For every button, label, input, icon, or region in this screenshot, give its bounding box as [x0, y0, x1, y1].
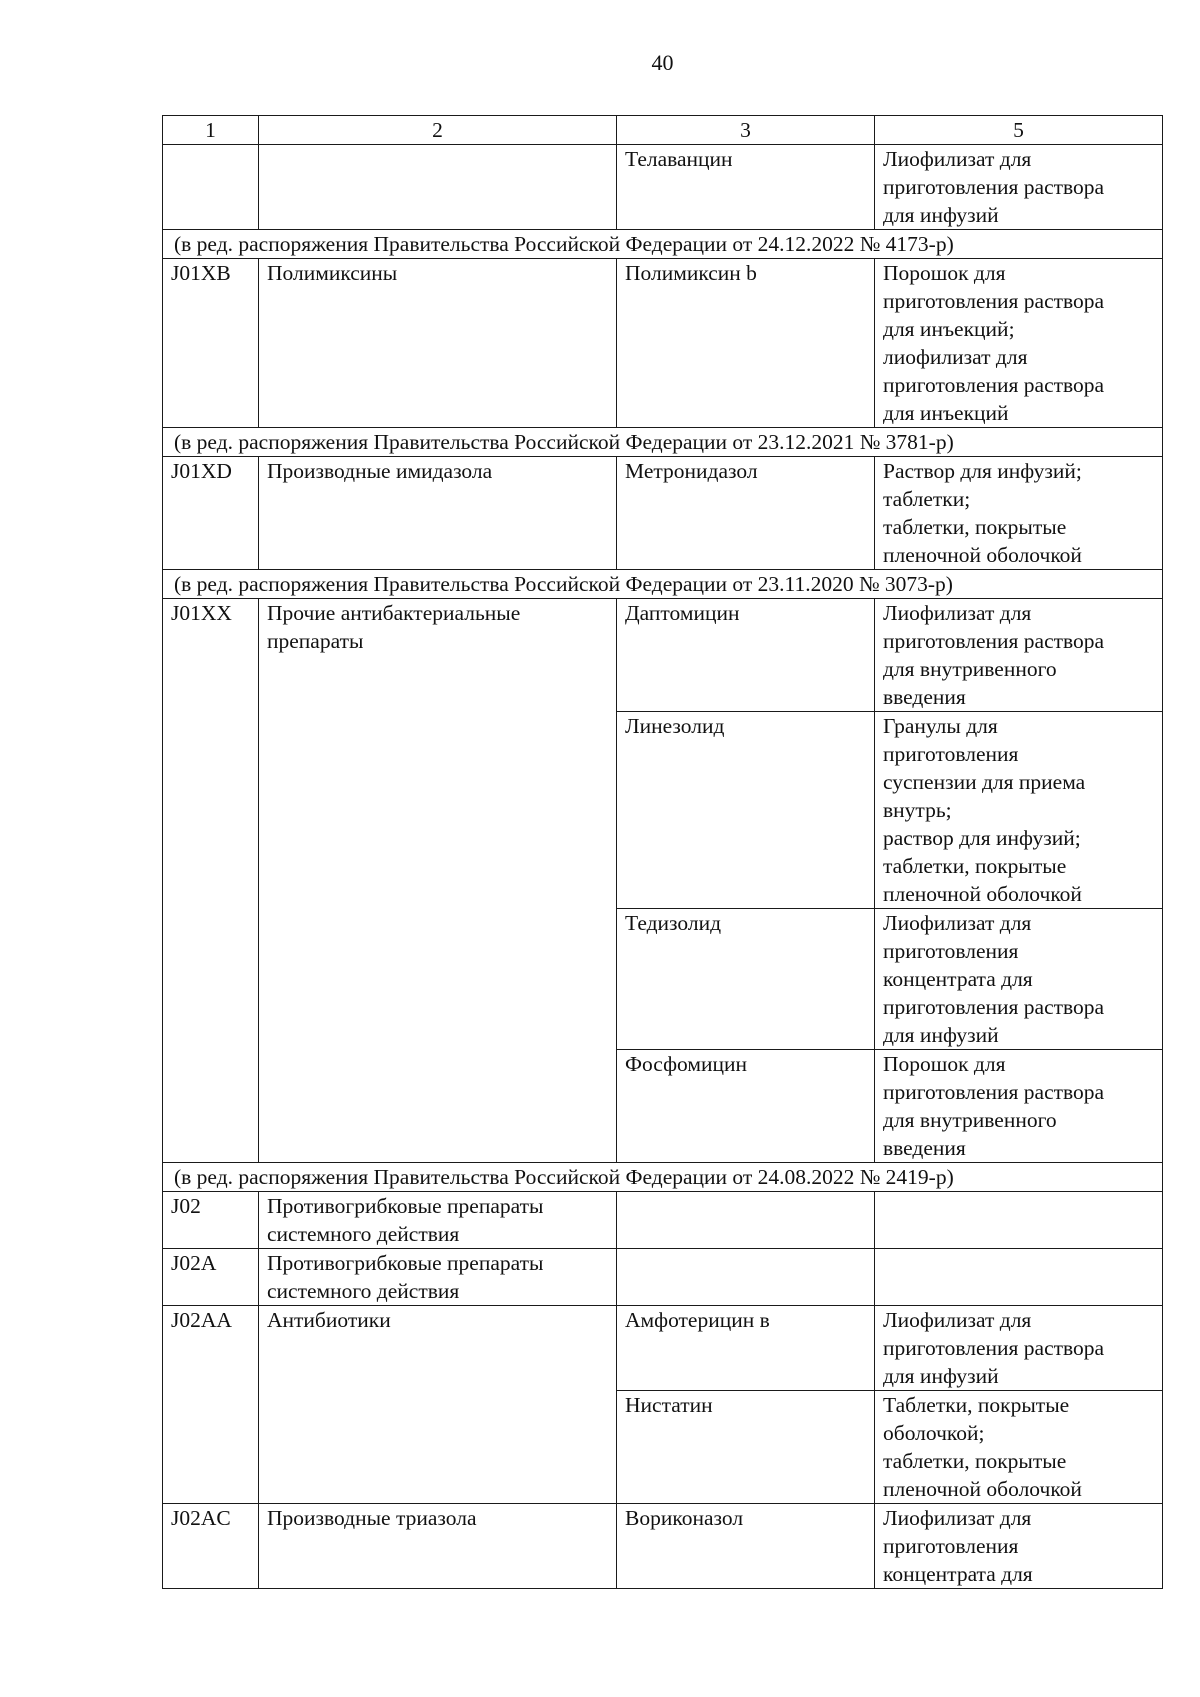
group-name-cell — [259, 259, 617, 428]
header-cell-form: 5 — [875, 116, 1163, 145]
drug-name-cell — [617, 145, 875, 230]
header-cell-drug: 3 — [617, 116, 875, 145]
dosage-form-cell-line: Порошок для — [883, 1052, 1006, 1076]
page-number: 40 — [651, 50, 674, 75]
drug-name-cell-line: Телаванцин — [625, 147, 733, 171]
amendment-note: (в ред. распоряжения Правительства Российской Федерации от 24.08.2022 № 2419-р) — [163, 1163, 1163, 1192]
drug-name-cell — [617, 1391, 875, 1504]
dosage-form-cell-line: концентрата для — [883, 1562, 1033, 1586]
drug-name-cell-line: Нистатин — [625, 1393, 713, 1417]
drug-name-cell-line: Метронидазол — [625, 459, 758, 483]
amendment-note-row — [163, 570, 1163, 599]
group-name-cell-line: Противогрибковые препараты — [267, 1194, 544, 1218]
drug-name-cell — [617, 599, 875, 712]
group-name-cell-line: Производные триазола — [267, 1506, 477, 1530]
amendment-note: (в ред. распоряжения Правительства Российской Федерации от 23.11.2020 № 3073-р) — [163, 570, 1163, 599]
dosage-form-cell-line: Лиофилизат для — [883, 1506, 1032, 1530]
atc-code-cell: J01XD — [163, 457, 259, 570]
dosage-form-cell — [875, 457, 1163, 570]
dosage-form-cell-line: внутрь; — [883, 798, 952, 822]
dosage-form-cell — [875, 1504, 1163, 1589]
dosage-form-cell-line: для инъекций — [883, 401, 1009, 425]
dosage-form-cell-line: пленочной оболочкой — [883, 543, 1082, 567]
group-name-cell — [259, 1249, 617, 1306]
dosage-form-cell-line: приготовления — [883, 1534, 1019, 1558]
table-row — [163, 1306, 1163, 1391]
dosage-form-cell-line: лиофилизат для — [883, 345, 1028, 369]
table-row — [163, 457, 1163, 570]
drug-name-cell — [617, 1504, 875, 1589]
drug-name-cell-line: Полимиксин b — [625, 261, 757, 285]
table-row — [163, 1504, 1163, 1589]
group-name-cell-line: Производные имидазола — [267, 459, 493, 483]
table-row — [163, 1192, 1163, 1249]
atc-code-cell: J01XB — [163, 259, 259, 428]
drug-name-cell — [617, 909, 875, 1050]
dosage-form-cell-line: приготовления раствора — [883, 629, 1105, 653]
dosage-form-cell-line: Лиофилизат для — [883, 1308, 1032, 1332]
group-name-cell-line: Полимиксины — [267, 261, 398, 285]
dosage-form-cell-line: пленочной оболочкой — [883, 882, 1082, 906]
atc-code-cell: J02AC — [163, 1504, 259, 1589]
dosage-form-cell-line: для инфузий — [883, 203, 999, 227]
amendment-note-row — [163, 428, 1163, 457]
table-body — [163, 116, 1163, 1589]
group-name-cell-line: Противогрибковые препараты — [267, 1251, 544, 1275]
dosage-form-cell-line: Раствор для инфузий; — [883, 459, 1082, 483]
table-row — [163, 259, 1163, 428]
dosage-form-cell-line: приготовления — [883, 939, 1019, 963]
dosage-form-cell-line: для внутривенного — [883, 657, 1057, 681]
dosage-form-cell-line: введения — [883, 685, 966, 709]
group-name-cell — [259, 1192, 617, 1249]
dosage-form-cell — [875, 145, 1163, 230]
dosage-form-cell-line: приготовления раствора — [883, 1336, 1105, 1360]
dosage-form-cell-line: таблетки; — [883, 487, 971, 511]
group-name-cell — [259, 1306, 617, 1504]
group-name-cell — [259, 145, 617, 230]
dosage-form-cell-line: таблетки, покрытые — [883, 1449, 1067, 1473]
dosage-form-cell-line: Таблетки, покрытые — [883, 1393, 1070, 1417]
drug-table — [162, 115, 1163, 1589]
dosage-form-cell-line: приготовления раствора — [883, 1080, 1105, 1104]
dosage-form-cell — [875, 1050, 1163, 1163]
dosage-form-cell-line: приготовления раствора — [883, 373, 1105, 397]
dosage-form-cell-line: таблетки, покрытые — [883, 854, 1067, 878]
group-name-cell — [259, 599, 617, 1163]
drug-name-cell-line: Фосфомицин — [625, 1052, 747, 1076]
group-name-cell-line: системного действия — [267, 1279, 460, 1303]
group-name-cell — [259, 457, 617, 570]
drug-name-cell-line: Тедизолид — [625, 911, 722, 935]
dosage-form-cell-line: для внутривенного — [883, 1108, 1057, 1132]
dosage-form-cell — [875, 599, 1163, 712]
dosage-form-cell-line: приготовления — [883, 742, 1019, 766]
dosage-form-cell-line: Лиофилизат для — [883, 601, 1032, 625]
dosage-form-cell — [875, 1192, 1163, 1249]
dosage-form-cell-line: пленочной оболочкой — [883, 1477, 1082, 1501]
amendment-note-row — [163, 1163, 1163, 1192]
table-row — [163, 145, 1163, 230]
dosage-form-cell-line: приготовления раствора — [883, 175, 1105, 199]
dosage-form-cell-line: введения — [883, 1136, 966, 1160]
group-name-cell-line: системного действия — [267, 1222, 460, 1246]
table-row — [163, 599, 1163, 712]
drug-name-cell — [617, 1249, 875, 1306]
header-row — [163, 116, 1163, 145]
dosage-form-cell-line: таблетки, покрытые — [883, 515, 1067, 539]
dosage-form-cell-line: Гранулы для — [883, 714, 998, 738]
amendment-note: (в ред. распоряжения Правительства Российской Федерации от 24.12.2022 № 4173-р) — [163, 230, 1163, 259]
atc-code-cell: J02 — [163, 1192, 259, 1249]
dosage-form-cell — [875, 712, 1163, 909]
drug-name-cell — [617, 1306, 875, 1391]
drug-name-cell — [617, 1050, 875, 1163]
dosage-form-cell-line: для инфузий — [883, 1023, 999, 1047]
dosage-form-cell-line: суспензии для приема — [883, 770, 1086, 794]
dosage-form-cell-line: Лиофилизат для — [883, 147, 1032, 171]
atc-code-cell — [163, 145, 259, 230]
dosage-form-cell-line: концентрата для — [883, 967, 1033, 991]
dosage-form-cell-line: приготовления раствора — [883, 995, 1105, 1019]
group-name-cell-line: Антибиотики — [267, 1308, 391, 1332]
dosage-form-cell — [875, 1306, 1163, 1391]
drug-name-cell — [617, 1192, 875, 1249]
group-name-cell-line: Прочие антибактериальные — [267, 601, 521, 625]
atc-code-cell: J02A — [163, 1249, 259, 1306]
drug-name-cell — [617, 259, 875, 428]
drug-name-cell-line: Вориконазол — [625, 1506, 744, 1530]
dosage-form-cell-line: оболочкой; — [883, 1421, 985, 1445]
amendment-note-row — [163, 230, 1163, 259]
drug-name-cell — [617, 457, 875, 570]
table-row — [163, 1249, 1163, 1306]
amendment-note: (в ред. распоряжения Правительства Российской Федерации от 23.12.2021 № 3781-р) — [163, 428, 1163, 457]
atc-code-cell: J01XX — [163, 599, 259, 1163]
dosage-form-cell-line: для инфузий — [883, 1364, 999, 1388]
dosage-form-cell — [875, 909, 1163, 1050]
drug-name-cell-line: Даптомицин — [625, 601, 740, 625]
dosage-form-cell — [875, 1391, 1163, 1504]
header-cell-code: 1 — [163, 116, 259, 145]
dosage-form-cell-line: раствор для инфузий; — [883, 826, 1081, 850]
dosage-form-cell-line: Порошок для — [883, 261, 1006, 285]
drug-name-cell-line: Амфотерицин в — [625, 1308, 770, 1332]
dosage-form-cell-line: Лиофилизат для — [883, 911, 1032, 935]
dosage-form-cell — [875, 1249, 1163, 1306]
group-name-cell-line: препараты — [267, 629, 364, 653]
dosage-form-cell — [875, 259, 1163, 428]
drug-name-cell — [617, 712, 875, 909]
header-cell-group: 2 — [259, 116, 617, 145]
dosage-form-cell-line: для инъекций; — [883, 317, 1015, 341]
atc-code-cell: J02AA — [163, 1306, 259, 1504]
dosage-form-cell-line: приготовления раствора — [883, 289, 1105, 313]
drug-name-cell-line: Линезолид — [625, 714, 725, 738]
group-name-cell — [259, 1504, 617, 1589]
